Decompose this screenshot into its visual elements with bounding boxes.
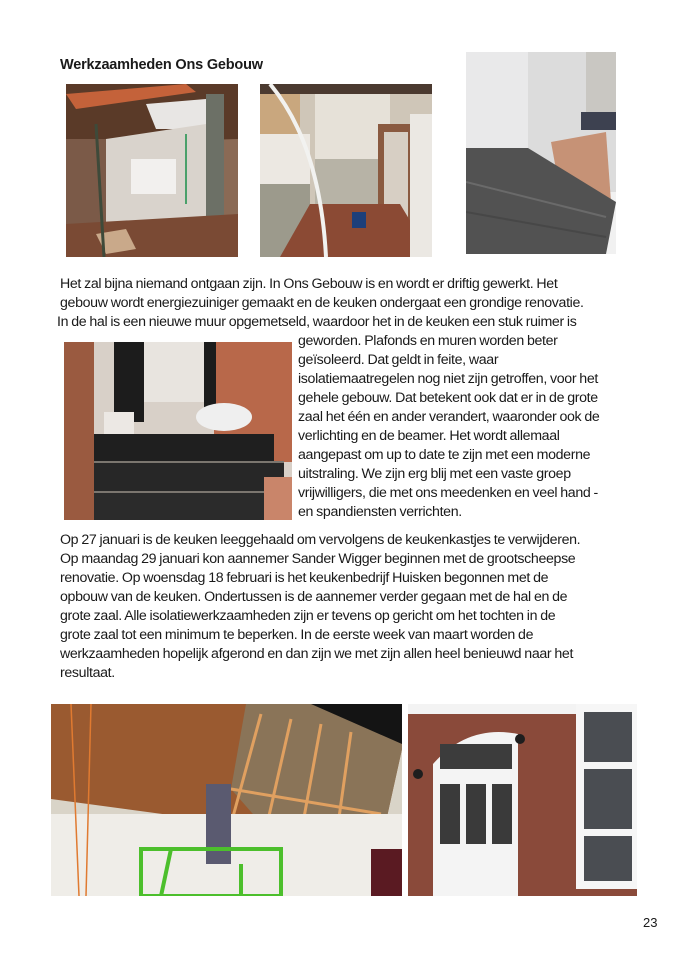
body-text-line: Op maandag 29 januari kon aannemer Sander Wigger beginnen met de grootscheepse bbox=[60, 551, 576, 567]
photo-stripped-kitchen bbox=[66, 84, 238, 257]
body-text-line: en spandiensten verrichten. bbox=[298, 504, 462, 520]
body-text-line: verlichting en de beamer. Het wordt allemaal bbox=[298, 428, 560, 444]
body-text-line: uitstraling. We zijn erg blij met een vaste groep bbox=[298, 466, 571, 482]
body-text-line: Op 27 januari is de keuken leeggehaald om vervolgens de keukenkastjes te verwijderen. bbox=[60, 532, 581, 548]
body-text-line: aangepast om up to date te zijn met een moderne bbox=[298, 447, 591, 463]
body-text-line: geworden. Plafonds en muren worden beter bbox=[298, 333, 558, 349]
body-text-line: gehele gebouw. Dat betekent ook dat er in de grote bbox=[298, 390, 598, 406]
photo-entrance-steps bbox=[64, 342, 292, 520]
body-text-line: isolatiemaatregelen nog niet zijn getroffen, voor het bbox=[298, 371, 598, 387]
photo-brick-facade bbox=[408, 704, 637, 896]
body-text-line: grote zaal tot een minimum te beperken. In de eerste week van maart worden de bbox=[60, 627, 534, 643]
photo-empty-room bbox=[466, 52, 616, 254]
article-title: Werkzaamheden Ons Gebouw bbox=[60, 57, 263, 73]
page-number: 23 bbox=[643, 915, 658, 930]
photo-stripped-room bbox=[260, 84, 432, 257]
body-text-line: geïsoleerd. Dat geldt in feite, waar bbox=[298, 352, 499, 368]
body-text-line: In de hal is een nieuwe muur opgemetseld, waardoor het in de keuken een stuk ruimer is bbox=[57, 314, 577, 330]
photo-ceiling-insulation bbox=[51, 704, 402, 896]
body-text-line: resultaat. bbox=[60, 665, 115, 681]
body-text-line: werkzaamheden hopelijk afgerond en dan zijn we met zijn allen heel benieuwd naar het bbox=[60, 646, 574, 662]
body-text-line: grote zaal. Alle isolatiewerkzaamheden zijn er tevens op gericht om het tochten in de bbox=[60, 608, 556, 624]
body-text-line: opbouw van de keuken. Ondertussen is de aannemer verder gegaan met de hal en de bbox=[60, 589, 568, 605]
body-text-line: gebouw wordt energiezuiniger gemaakt en de keuken ondergaat een grondige renovatie. bbox=[60, 295, 584, 311]
body-text-line: zaal het één en ander verandert, waaronder ook de bbox=[298, 409, 600, 425]
body-text-line: renovatie. Op woensdag 18 februari is het keukenbedrijf Huisken begonnen met de bbox=[60, 570, 549, 586]
body-text-line: Het zal bijna niemand ontgaan zijn. In Ons Gebouw is en wordt er driftig gewerkt. Het bbox=[60, 276, 558, 292]
body-text-line: vrijwilligers, die met ons meedenken en veel hand - bbox=[298, 485, 598, 501]
